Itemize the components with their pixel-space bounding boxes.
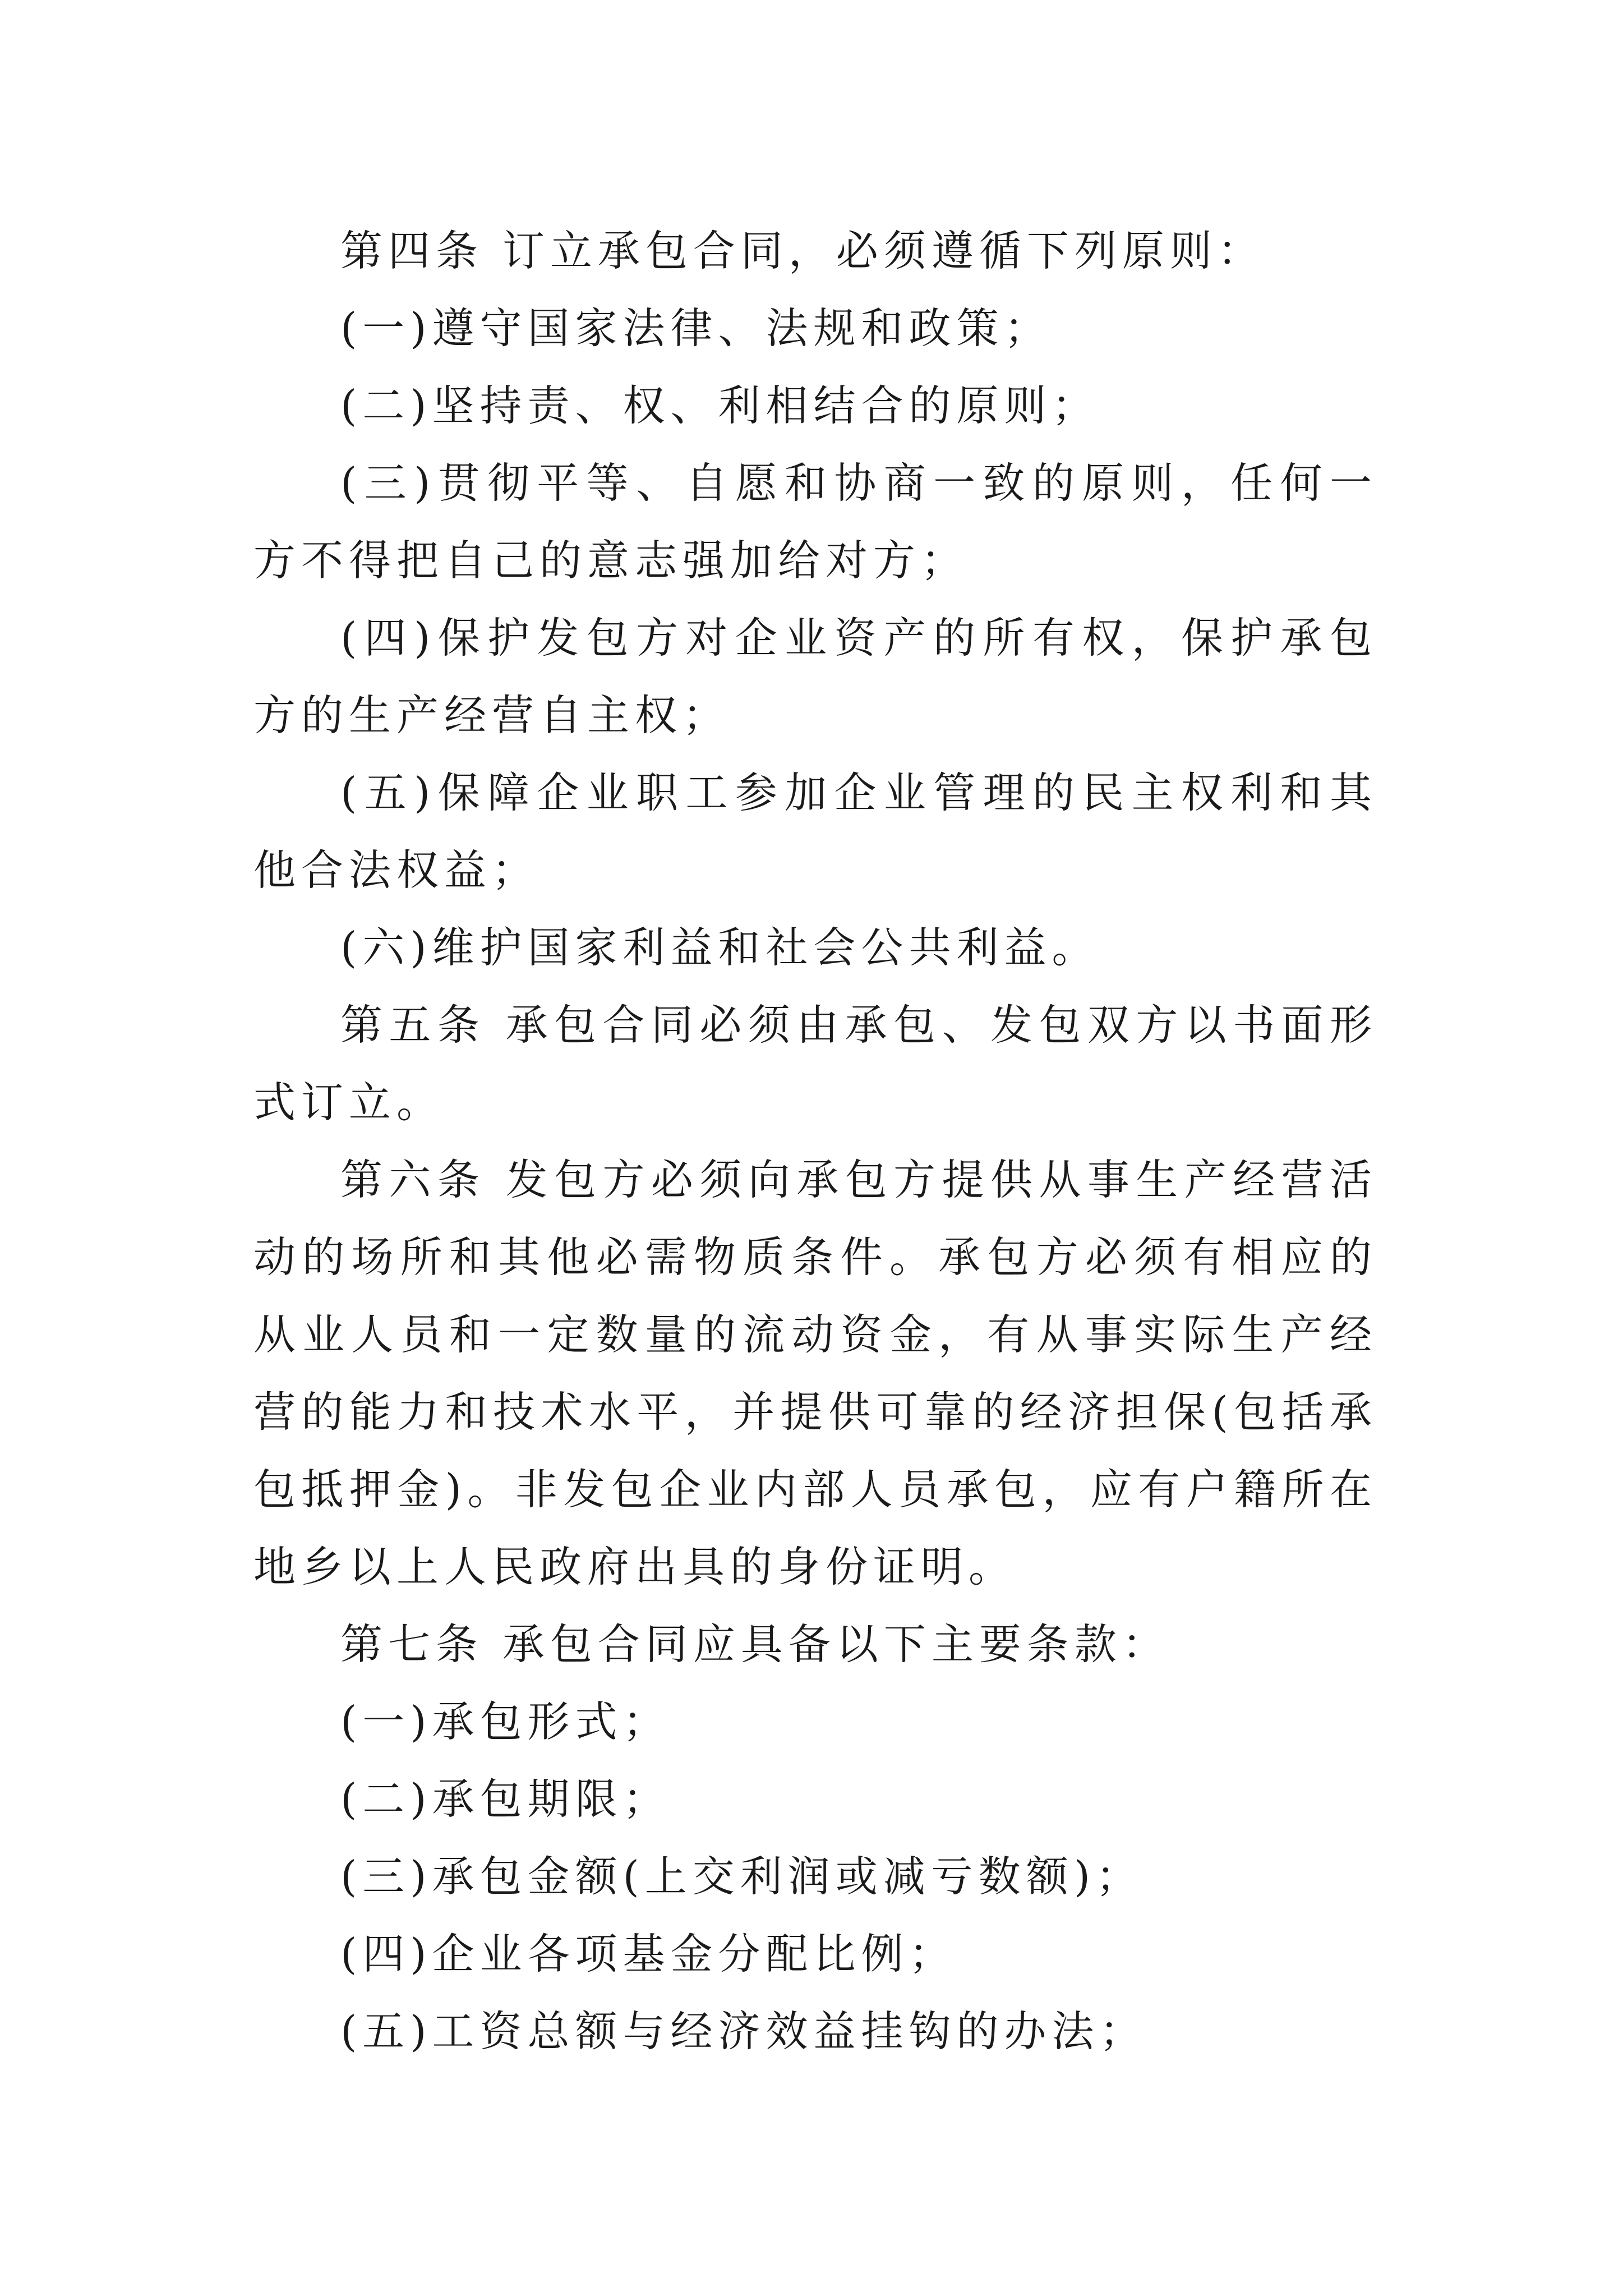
paragraph-article-4-item-1: (一)遵守国家法律、法规和政策； [340,303,1052,353]
paragraph-article-7-item-4: (四)企业各项基金分配比例； [340,1929,957,1978]
paragraph-article-4-item-2: (二)坚持责、权、利相结合的原则； [340,381,1100,430]
paragraph-article-7-item-2: (二)承包期限； [340,1774,671,1824]
paragraph-article-4: 第四条 订立承包合同，必须遵循下列原则： [340,226,1265,275]
paragraph-article-7: 第七条 承包合同应具备以下主要条款： [340,1619,1170,1669]
paragraph-article-7-item-1: (一)承包形式； [340,1697,671,1746]
paragraph-article-7-item-3: (三)承包金额(上交利润或减亏数额)； [340,1852,1144,1901]
paragraph-article-4-item-5: (五)保障企业职工参加企业管理的民主权利和其他合法权益； [253,768,1377,895]
paragraph-article-4-item-3: (三)贯彻平等、自愿和协商一致的原则，任何一方不得把自己的意志强加给对方； [253,458,1377,585]
paragraph-article-6: 第六条 发包方必须向承包方提供从事生产经营活动的场所和其他必需物质条件。承包方必须有相应的从业人员和一定数量的流动资金，有从事实际生产经营的能力和技术水平，并提供可靠的经济担保(包括承包抵押金)。非发包企业内部人员承包，应有户籍所在地乡以上人民政府出具的身份证明。 [253,1155,1377,1591]
paragraph-article-4-item-6: (六)维护国家利益和社会公共利益。 [340,923,1100,972]
paragraph-article-5: 第五条 承包合同必须由承包、发包双方以书面形式订立。 [253,1000,1377,1127]
paragraph-article-4-item-4: (四)保护发包方对企业资产的所有权，保护承包方的生产经营自主权； [253,613,1377,740]
paragraph-article-7-item-5: (五)工资总额与经济效益挂钩的办法； [340,2007,1147,2056]
document-body [253,212,1377,2070]
